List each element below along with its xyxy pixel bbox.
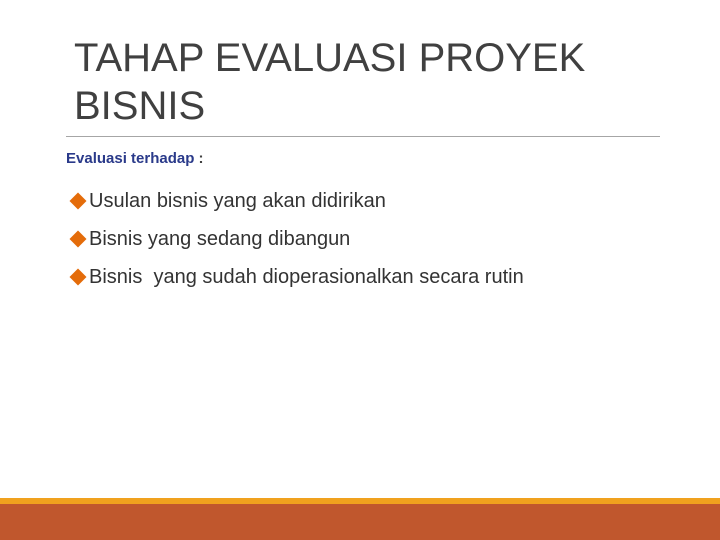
subtitle-colon: : [194,150,204,167]
bullet-item [70,182,524,220]
subtitle-text: Evaluasi terhadap [66,150,195,167]
slide-title [74,34,674,130]
footer-bar [0,504,720,540]
bullet-list [70,182,524,296]
title-divider [66,136,660,137]
slide-title-line-2: BISNIS [74,84,206,128]
bullet-text: Bisnis yang sudah dioperasionalkan secara rutin [89,266,524,288]
diamond-bullet-icon [70,231,87,248]
bullet-item [70,258,524,296]
slide-title-line-1: TAHAP EVALUASI PROYEK [74,36,586,80]
diamond-bullet-icon [70,193,87,210]
subtitle [66,150,204,167]
bullet-text: Bisnis yang sedang dibangun [89,228,351,250]
bullet-text: Usulan bisnis yang akan didirikan [89,190,386,212]
bullet-item [70,220,524,258]
diamond-bullet-icon [70,269,87,286]
